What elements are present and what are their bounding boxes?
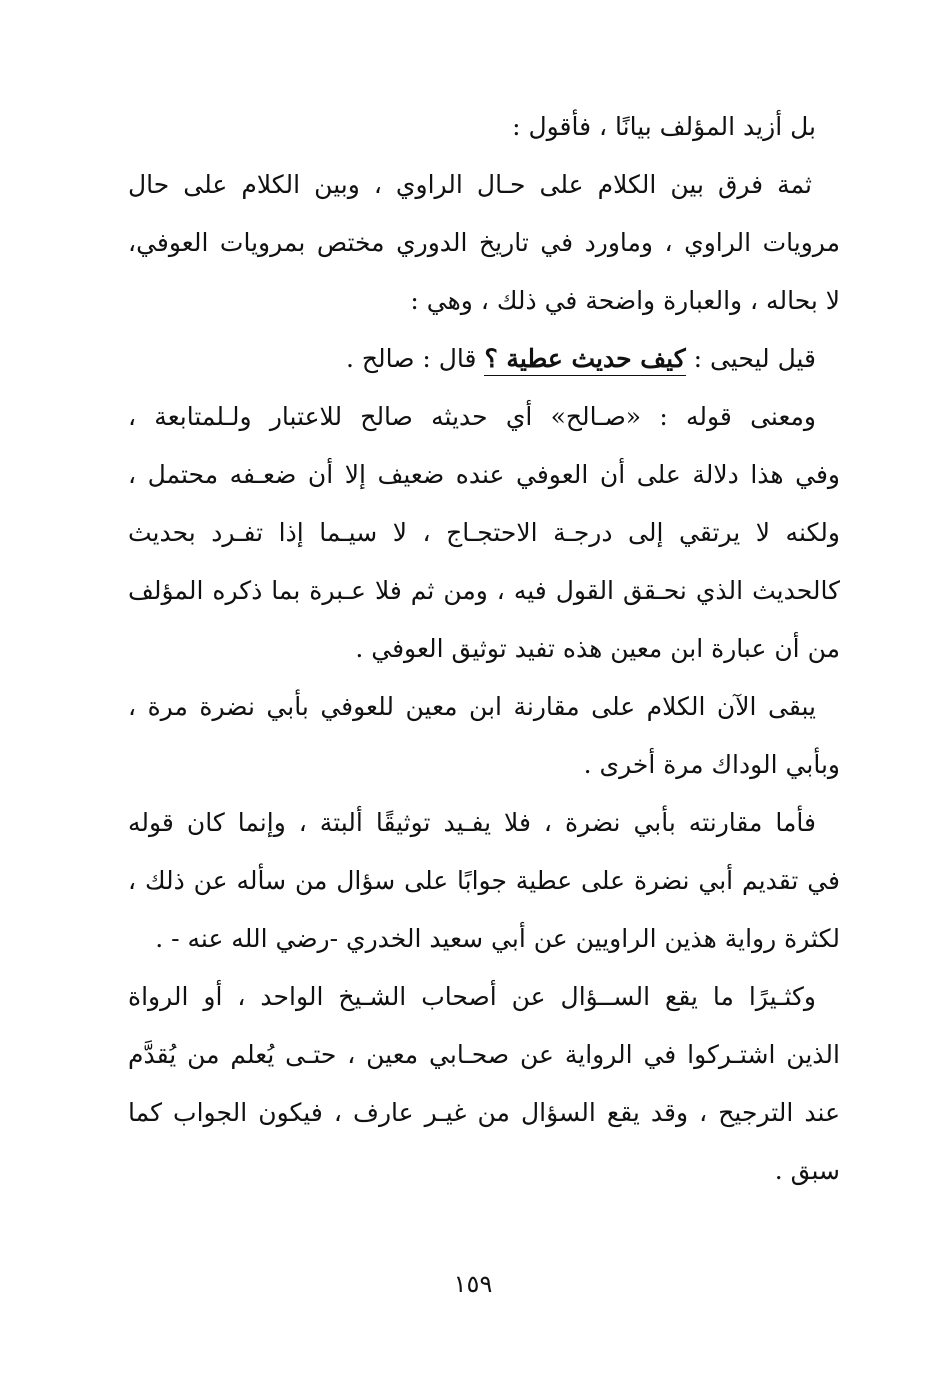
text-line-16: وكثـيرًا ما يقع الســؤال عن أصحاب الشـيخ الواحد ، أو الرواة — [128, 982, 816, 1011]
quote-prefix: قيل ليحيى : — [685, 344, 816, 373]
body-text — [128, 98, 840, 1200]
text-line-7: وفي هذا دلالة على أن العوفي عنده ضعيف إلا أن ضعـفه محتمل ، — [128, 460, 840, 489]
page-number: ١٥٩ — [453, 1270, 493, 1298]
text-line-13: فأما مقارنته بأبي نضرة ، فلا يفـيد توثيقًا ألبتة ، وإنما كان قوله — [128, 808, 816, 837]
quote-suffix: قال : صالح . — [345, 344, 485, 373]
text-line-10: من أن عبارة ابن معين هذه تفيد توثيق العوفي . — [355, 634, 840, 663]
text-line-8: ولكنه لا يرتقي إلى درجـة الاحتجـاج ، لا سيـما إذا تفـرد بحديث — [128, 518, 840, 547]
quote-line — [128, 330, 840, 388]
text-line-17: الذين اشتـركوا في الرواية عن صحـابي معين ، حتـى يُعلم من يُقدَّم — [128, 1040, 840, 1069]
text-line-12: وبأبي الوداك مرة أخرى . — [583, 750, 840, 779]
text-line-15: لكثرة رواية هذين الراويين عن أبي سعيد الخدري -رضي الله عنه - . — [155, 924, 840, 953]
text-line-2: ثمة فرق بين الكلام على حـال الراوي ، وبين الكلام على حال — [128, 170, 812, 199]
text-line-1: بل أزيد المؤلف بيانًا ، فأقول : — [512, 112, 816, 141]
text-line-3: مرويات الراوي ، وماورد في تاريخ الدوري مختص بمرويات العوفي، — [128, 228, 840, 257]
text-line-18: عند الترجيح ، وقد يقع السؤال من غيـر عارف ، فيكون الجواب كما — [128, 1098, 840, 1127]
text-line-11: يبقى الآن الكلام على مقارنة ابن معين للعوفي بأبي نضرة مرة ، — [128, 692, 816, 721]
text-line-9: كالحديث الذي نحـقق القول فيه ، ومن ثم فلا عـبرة بما ذكره المؤلف — [128, 576, 840, 605]
text-line-6: ومعنى قوله : «صـالح» أي حديثه صالح للاعتبار ولـلمتابعة ، — [128, 402, 816, 431]
quote-highlight: كيف حديث عطية ؟ — [484, 344, 685, 376]
text-line-4: لا بحاله ، والعبارة واضحة في ذلك ، وهي : — [410, 286, 840, 315]
text-line-14: في تقديم أبي نضرة على عطية جوابًا على سؤال من سأله عن ذلك ، — [128, 866, 840, 895]
text-line-19: سبق . — [774, 1156, 840, 1185]
